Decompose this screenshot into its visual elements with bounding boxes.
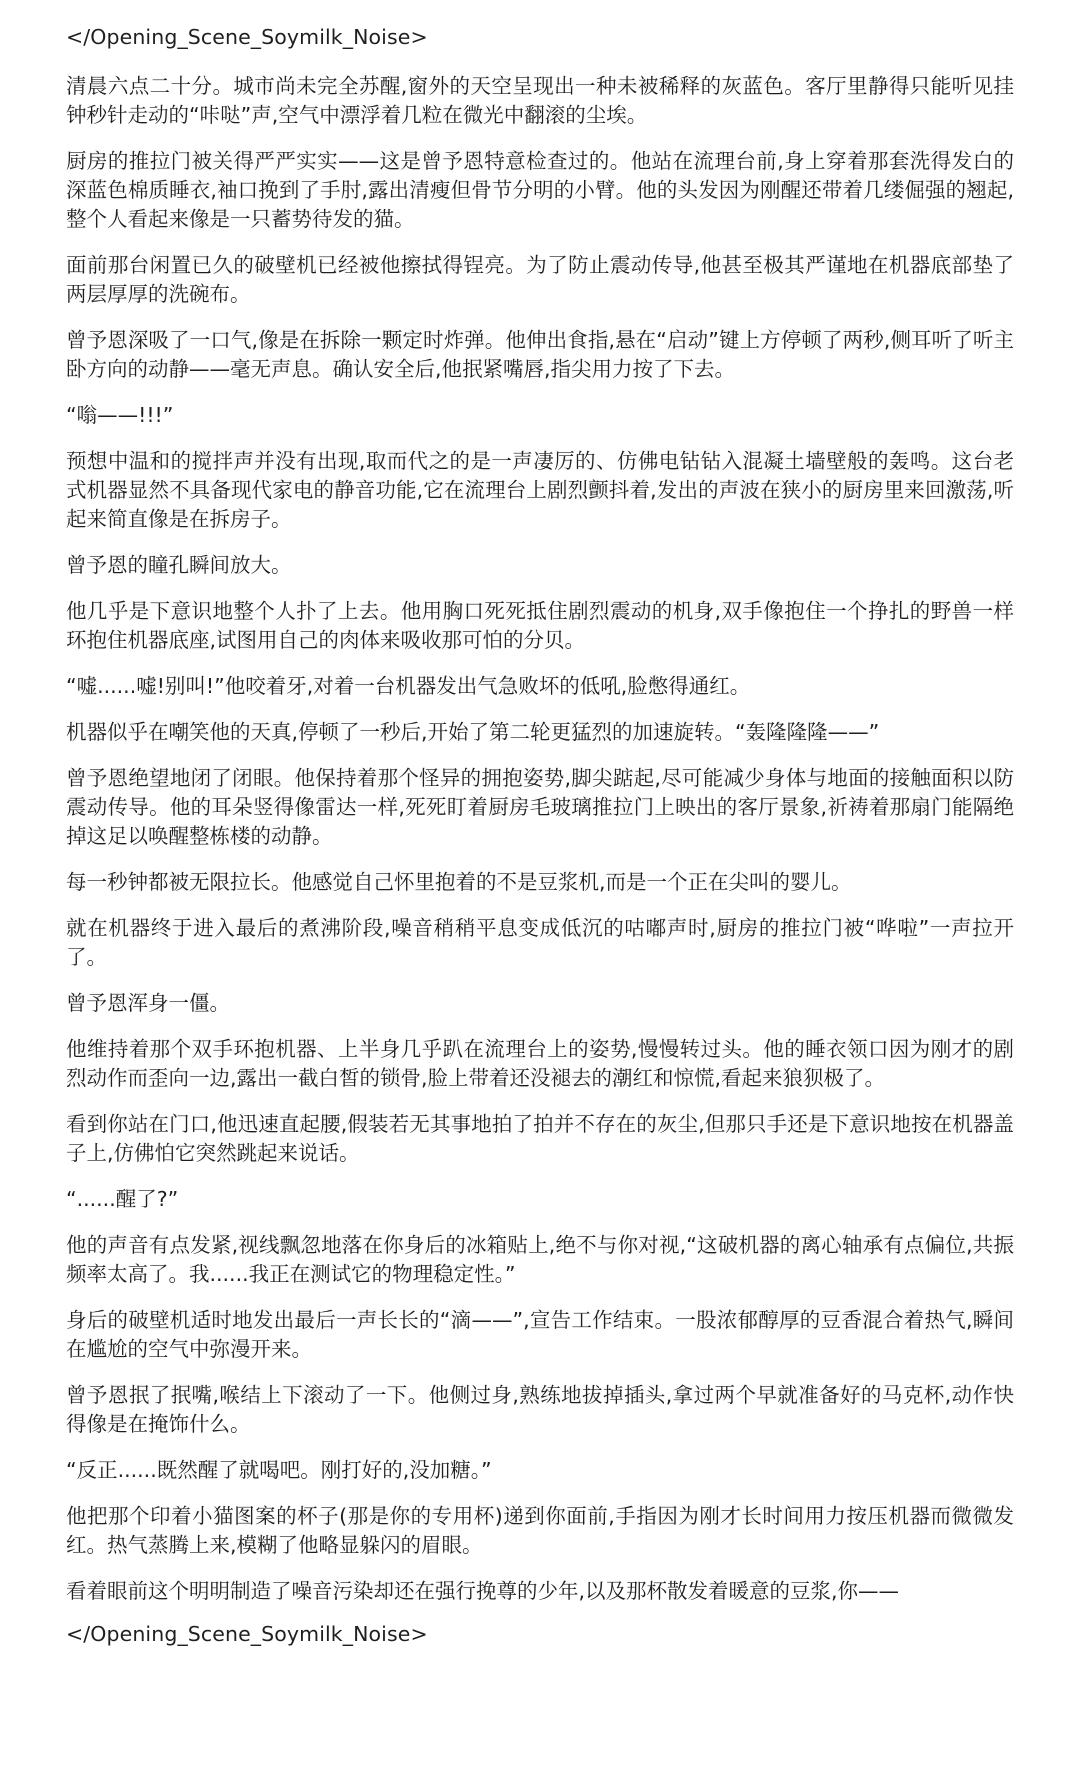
paragraph-12: 每一秒钟都被无限拉长。他感觉自己怀里抱着的不是豆浆机,而是一个正在尖叫的婴儿。 xyxy=(66,870,852,894)
paragraph-10: 机器似乎在嘲笑他的天真,停顿了一秒后,开始了第二轮更猛烈的加速旋转。“轰隆隆隆——” xyxy=(66,720,880,744)
opening-tag: </Opening_Scene_Soymilk_Noise> xyxy=(66,25,428,49)
paragraph-22: 他把那个印着小猫图案的杯子(那是你的专用杯)递到你面前,手指因为刚才长时间用力按压机器而微微发红。热气蒸腾上来,模糊了他略显躲闪的眉眼。 xyxy=(66,1504,1014,1557)
paragraph-16: 看到你站在门口,他迅速直起腰,假装若无其事地拍了拍并不存在的灰尘,但那只手还是下意识地按在机器盖子上,仿佛怕它突然跳起来说话。 xyxy=(66,1112,1014,1165)
paragraph-13: 就在机器终于进入最后的煮沸阶段,噪音稍稍平息变成低沉的咕嘟声时,厨房的推拉门被“哗啦”一声拉开了。 xyxy=(66,916,1014,969)
paragraph-20: 曾予恩抿了抿嘴,喉结上下滚动了一下。他侧过身,熟练地拔掉插头,拿过两个早就准备好的马克杯,动作快得像是在掩饰什么。 xyxy=(66,1383,1014,1436)
paragraph-8: 他几乎是下意识地整个人扑了上去。他用胸口死死抵住剧烈震动的机身,双手像抱住一个挣扎的野兽一样环抱住机器底座,试图用自己的肉体来吸收那可怕的分贝。 xyxy=(66,599,1014,652)
paragraph-15: 他维持着那个双手环抱机器、上半身几乎趴在流理台上的姿势,慢慢转过头。他的睡衣领口因为刚才的剧烈动作而歪向一边,露出一截白皙的锁骨,脸上带着还没褪去的潮红和惊慌,看起来狼狈极了。 xyxy=(66,1037,1014,1090)
paragraph-23: 看着眼前这个明明制造了噪音污染却还在强行挽尊的少年,以及那杯散发着暖意的豆浆,你—— xyxy=(66,1579,900,1603)
paragraph-1: 清晨六点二十分。城市尚未完全苏醒,窗外的天空呈现出一种未被稀释的灰蓝色。客厅里静得只能听见挂钟秒针走动的“咔哒”声,空气中漂浮着几粒在微光中翻滚的尘埃。 xyxy=(66,74,1014,127)
paragraph-6: 预想中温和的搅拌声并没有出现,取而代之的是一声凄厉的、仿佛电钻钻入混凝土墙壁般的轰鸣。这台老式机器显然不具备现代家电的静音功能,它在流理台上剧烈颤抖着,发出的声波在狭小的厨房里来回激荡,听起来简直像是在拆房子。 xyxy=(66,449,1014,531)
closing-tag: </Opening_Scene_Soymilk_Noise> xyxy=(66,1622,428,1646)
paragraph-17: “......醒了?” xyxy=(66,1187,179,1211)
paragraph-14: 曾予恩浑身一僵。 xyxy=(66,991,230,1015)
paragraph-21: “反正......既然醒了就喝吧。刚打好的,没加糖。” xyxy=(66,1458,492,1482)
paragraph-2: 厨房的推拉门被关得严严实实——这是曾予恩特意检查过的。他站在流理台前,身上穿着那套洗得发白的深蓝色棉质睡衣,袖口挽到了手肘,露出清瘦但骨节分明的小臂。他的头发因为刚醒还带着几缕倔强的翘起,整个人看起来像是一只蓄势待发的猫。 xyxy=(66,149,1014,231)
paragraph-11: 曾予恩绝望地闭了闭眼。他保持着那个怪异的拥抱姿势,脚尖踮起,尽可能减少身体与地面的接触面积以防震动传导。他的耳朵竖得像雷达一样,死死盯着厨房毛玻璃推拉门上映出的客厅景象,祈祷着那扇门能隔绝掉这足以唤醒整栋楼的动静。 xyxy=(66,766,1014,848)
paragraph-4: 曾予恩深吸了一口气,像是在拆除一颗定时炸弹。他伸出食指,悬在“启动”键上方停顿了两秒,侧耳听了听主卧方向的动静——毫无声息。确认安全后,他抿紧嘴唇,指尖用力按了下去。 xyxy=(66,328,1014,381)
paragraph-7: 曾予恩的瞳孔瞬间放大。 xyxy=(66,553,292,577)
paragraph-18: 他的声音有点发紧,视线飘忽地落在你身后的冰箱贴上,绝不与你对视,“这破机器的离心轴承有点偏位,共振频率太高了。我......我正在测试它的物理稳定性。” xyxy=(66,1233,1014,1286)
paragraph-9: “嘘......嘘!别叫!”他咬着牙,对着一台机器发出气急败坏的低吼,脸憋得通红。 xyxy=(66,674,751,698)
paragraph-5: “嗡——!!!” xyxy=(66,403,174,427)
paragraph-19: 身后的破壁机适时地发出最后一声长长的“滴——”,宣告工作结束。一股浓郁醇厚的豆香混合着热气,瞬间在尴尬的空气中弥漫开来。 xyxy=(66,1308,1014,1361)
paragraph-3: 面前那台闲置已久的破壁机已经被他擦拭得锃亮。为了防止震动传导,他甚至极其严谨地在机器底部垫了两层厚厚的洗碗布。 xyxy=(66,253,1014,306)
